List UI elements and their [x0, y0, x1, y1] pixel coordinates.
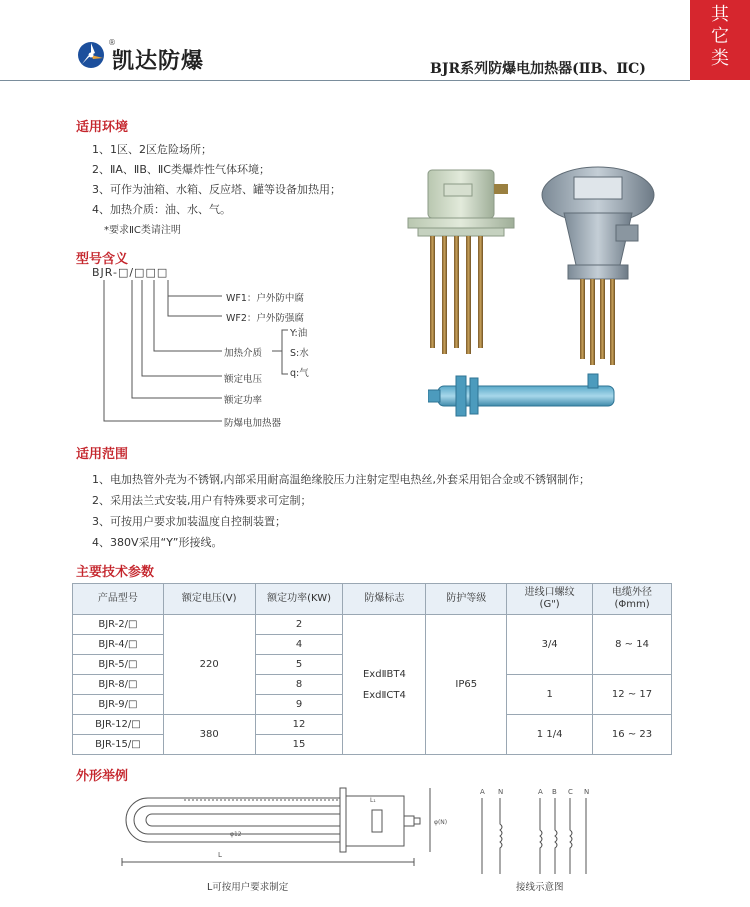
wiring-4-label-c: C — [568, 788, 573, 796]
cell-power: 5 — [255, 655, 343, 675]
cell-cable-c: 16 ~ 23 — [593, 715, 672, 755]
section-shape-heading: 外形举例 — [76, 769, 129, 784]
cell-power: 2 — [255, 615, 343, 635]
section-env-heading: 适用环境 — [76, 120, 129, 135]
cell-thread-a: 3/4 — [507, 615, 593, 675]
heater-photo-1 — [400, 150, 540, 365]
heater-photo-2 — [538, 155, 658, 370]
col-header-voltage: 额定电压(V) — [163, 584, 255, 615]
wiring-4-label-n: N — [584, 788, 590, 796]
specs-table — [72, 583, 672, 755]
cell-model: BJR-8/□ — [73, 675, 164, 695]
cable-header-unit: (Φmm) — [614, 599, 650, 610]
model-medium-s: S:水 — [290, 348, 309, 359]
thread-header-unit: (G") — [539, 599, 560, 610]
category-tab-char-1: 其 — [711, 4, 729, 25]
cell-voltage-220: 220 — [163, 615, 255, 715]
dim-phi-label: φ(N) — [434, 819, 448, 826]
cell-power: 15 — [255, 735, 343, 755]
cell-model: BJR-4/□ — [73, 635, 164, 655]
section-model-heading: 型号含义 — [76, 252, 129, 267]
category-tab — [690, 0, 750, 80]
cell-power: 4 — [255, 635, 343, 655]
product-title: BJR系列防爆电加热器(ⅡB、ⅡC) — [430, 61, 646, 77]
wiring-2-label-n: N — [498, 788, 504, 796]
outline-drawing — [118, 780, 448, 875]
dim-phi12-label: φ12 — [230, 831, 242, 838]
table-row — [73, 615, 672, 635]
section-scope-heading: 适用范围 — [76, 447, 129, 462]
model-medium-y: Y:油 — [290, 328, 308, 339]
brand-logo-icon — [76, 40, 106, 70]
env-note: *要求ⅡC类请注明 — [104, 225, 181, 236]
cell-power: 12 — [255, 715, 343, 735]
env-item-2: 2、ⅡA、ⅡB、ⅡC类爆炸性气体环境； — [92, 163, 270, 176]
table-header-row — [73, 584, 672, 615]
category-tab-char-3: 类 — [711, 48, 729, 69]
env-item-3: 3、可作为油箱、水箱、反应塔、罐等设备加热用； — [92, 183, 341, 196]
cell-model: BJR-15/□ — [73, 735, 164, 755]
cell-model: BJR-9/□ — [73, 695, 164, 715]
thread-header-label: 进线口螺纹 — [524, 587, 575, 598]
registered-mark: ® — [108, 38, 116, 47]
scope-item-2: 2、采用法兰式安装,用户有特殊要求可定制； — [92, 494, 312, 507]
env-item-1: 1、1区、2区危险场所； — [92, 143, 212, 156]
ex-mark-c: ExdⅡCT4 — [362, 689, 406, 701]
scope-item-3: 3、可按用户要求加装温度自控制装置； — [92, 515, 286, 528]
category-tab-char-2: 它 — [711, 26, 729, 47]
dim-l1-label: L₁ — [370, 797, 376, 804]
cell-model: BJR-12/□ — [73, 715, 164, 735]
cell-model: BJR-2/□ — [73, 615, 164, 635]
col-header-cable — [593, 584, 672, 615]
cable-header-label: 电缆外径 — [612, 587, 653, 598]
col-header-power: 额定功率(KW) — [255, 584, 343, 615]
cell-cable-a: 8 ~ 14 — [593, 615, 672, 675]
col-header-ex: 防爆标志 — [343, 584, 426, 615]
wiring-2-label-a: A — [480, 788, 485, 796]
header-divider — [0, 80, 690, 81]
cell-thread-c: 1 1/4 — [507, 715, 593, 755]
cell-power: 9 — [255, 695, 343, 715]
col-header-model: 产品型号 — [73, 584, 164, 615]
wiring-4-label-b: B — [552, 788, 557, 796]
dim-l-label: L — [218, 851, 222, 859]
scope-item-4: 4、380V采用“Y”形接线。 — [92, 536, 223, 549]
cell-thread-b: 1 — [507, 675, 593, 715]
scope-item-1: 1、电加热管外壳为不锈钢,内部采用耐高温绝缘胶压力注射定型电热丝,外套采用铝合金或不锈钢制作； — [92, 473, 590, 486]
cell-power: 8 — [255, 675, 343, 695]
model-wf2: WF2：户外防强腐 — [226, 313, 304, 324]
brand-name: 凯达防爆 — [112, 49, 205, 74]
left-caption: L可按用户要求制定 — [207, 882, 289, 893]
model-heater: 防爆电加热器 — [224, 418, 282, 429]
section-params-heading: 主要技术参数 — [76, 565, 155, 580]
cell-voltage-380: 380 — [163, 715, 255, 755]
wiring-diagram — [470, 786, 610, 878]
model-medium: 加热介质 — [224, 348, 263, 359]
right-caption: 接线示意图 — [516, 882, 564, 893]
model-medium-q: q:气 — [290, 368, 309, 379]
col-header-thread — [507, 584, 593, 615]
model-power: 额定功率 — [224, 395, 263, 406]
model-code: BJR-□/□□□ — [92, 266, 169, 279]
wiring-4-label-a: A — [538, 788, 543, 796]
col-header-protection: 防护等级 — [426, 584, 507, 615]
cell-protection: IP65 — [426, 615, 507, 755]
ex-mark-b: ExdⅡBT4 — [362, 668, 406, 680]
cell-ex-marks — [343, 615, 426, 755]
model-wf1: WF1：户外防中腐 — [226, 293, 304, 304]
cell-model: BJR-5/□ — [73, 655, 164, 675]
cell-cable-b: 12 ~ 17 — [593, 675, 672, 715]
model-voltage: 额定电压 — [224, 374, 263, 385]
heater-photo-3 — [428, 372, 623, 420]
env-item-4: 4、加热介质：油、水、气。 — [92, 203, 231, 216]
